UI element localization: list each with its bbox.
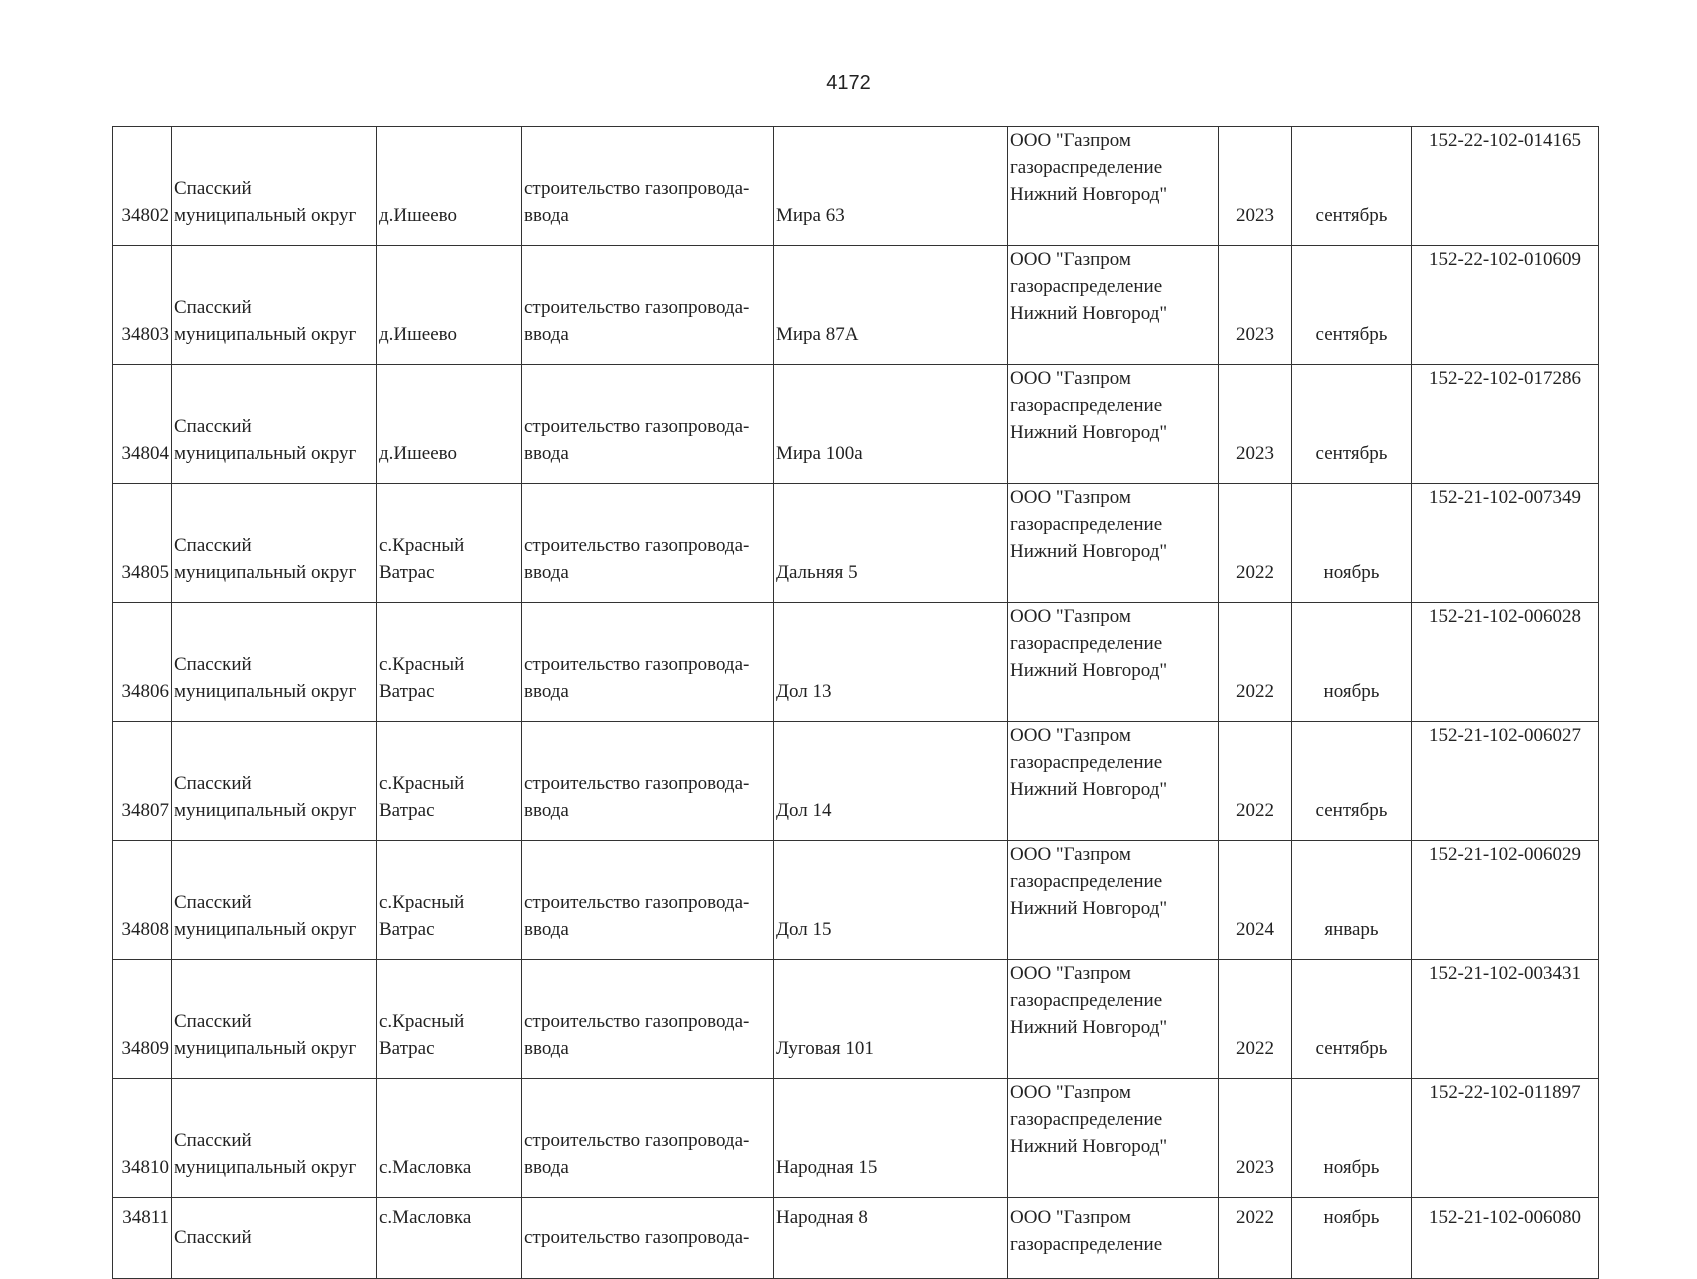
district-cell-line: муниципальный округ (174, 800, 357, 821)
work-type-cell-line: строительство газопровода- (524, 1011, 750, 1032)
work-type-cell-line: ввода (524, 1157, 569, 1178)
work-type-cell-line: строительство газопровода- (524, 654, 750, 675)
code-cell: 152-22-102-011897 (1412, 1079, 1599, 1198)
district-cell (172, 127, 377, 246)
locality-cell (377, 484, 522, 603)
code-cell: 152-21-102-006029 (1412, 841, 1599, 960)
work-type-cell-line: строительство газопровода- (524, 1130, 750, 1151)
work-type-cell (522, 841, 774, 960)
organization-cell-line: газораспределение (1010, 752, 1163, 773)
code-cell: 152-22-102-014165 (1412, 127, 1599, 246)
year-cell: 2022 (1219, 603, 1292, 722)
district-cell-line: Спасский (174, 297, 252, 318)
organization-cell-line: Нижний Новгород" (1010, 898, 1168, 919)
organization-cell-line: газораспределение (1010, 157, 1163, 178)
locality-cell (377, 722, 522, 841)
district-cell-line: муниципальный округ (174, 681, 357, 702)
record-number-cell: 34804 (113, 365, 172, 484)
district-cell (172, 1079, 377, 1198)
organization-cell-line: Нижний Новгород" (1010, 422, 1168, 443)
month-cell: сентябрь (1292, 960, 1412, 1079)
work-type-cell-line: строительство газопровода- (524, 178, 750, 199)
locality-cell-line: д.Ишеево (379, 443, 457, 464)
locality-cell-line: Ватрас (379, 562, 435, 583)
table-row (113, 484, 1599, 603)
organization-cell-line: Нижний Новгород" (1010, 1017, 1168, 1038)
table-row (113, 246, 1599, 365)
month-cell: январь (1292, 841, 1412, 960)
organization-cell-line: ООО "Газпром (1010, 487, 1131, 508)
organization-cell-line: Нижний Новгород" (1010, 541, 1168, 562)
district-cell-line: муниципальный округ (174, 443, 357, 464)
month-cell: ноябрь (1292, 1198, 1412, 1279)
month-cell: сентябрь (1292, 722, 1412, 841)
year-cell: 2023 (1219, 246, 1292, 365)
table-row (113, 1079, 1599, 1198)
month-cell: сентябрь (1292, 365, 1412, 484)
district-cell-line: муниципальный округ (174, 562, 357, 583)
organization-cell (1008, 960, 1219, 1079)
record-number-cell: 34803 (113, 246, 172, 365)
locality-cell-line: Ватрас (379, 800, 435, 821)
organization-cell-line: ООО "Газпром (1010, 725, 1131, 746)
address-cell: Дол 14 (774, 722, 1008, 841)
table-row (113, 722, 1599, 841)
locality-cell-line: с.Красный (379, 1011, 465, 1032)
work-type-cell (522, 246, 774, 365)
locality-cell (377, 960, 522, 1079)
address-cell: Дол 15 (774, 841, 1008, 960)
table-row (113, 960, 1599, 1079)
organization-cell (1008, 127, 1219, 246)
locality-cell (377, 127, 522, 246)
work-type-cell (522, 127, 774, 246)
registry-body (113, 127, 1599, 1279)
record-number-cell: 34805 (113, 484, 172, 603)
year-cell: 2022 (1219, 484, 1292, 603)
locality-cell (377, 365, 522, 484)
address-cell: Народная 15 (774, 1079, 1008, 1198)
locality-cell (377, 603, 522, 722)
table-row (113, 841, 1599, 960)
district-cell (172, 841, 377, 960)
table-row (113, 127, 1599, 246)
year-cell: 2023 (1219, 1079, 1292, 1198)
district-cell-line: Спасский (174, 178, 252, 199)
district-cell (172, 1198, 377, 1279)
month-cell: ноябрь (1292, 603, 1412, 722)
district-cell-line: Спасский (174, 654, 252, 675)
work-type-cell-line: строительство газопровода- (524, 416, 750, 437)
organization-cell-line: ООО "Газпром (1010, 130, 1131, 151)
locality-cell-line: с.Масловка (379, 1207, 472, 1228)
year-cell: 2022 (1219, 722, 1292, 841)
locality-cell-line: с.Масловка (379, 1157, 472, 1178)
year-cell: 2022 (1219, 1198, 1292, 1279)
organization-cell-line: Нижний Новгород" (1010, 1136, 1168, 1157)
district-cell-line: муниципальный округ (174, 205, 357, 226)
organization-cell (1008, 484, 1219, 603)
organization-cell-line: газораспределение (1010, 514, 1163, 535)
organization-cell (1008, 722, 1219, 841)
organization-cell-line: газораспределение (1010, 395, 1163, 416)
code-cell: 152-21-102-007349 (1412, 484, 1599, 603)
code-cell: 152-22-102-010609 (1412, 246, 1599, 365)
organization-cell-line: ООО "Газпром (1010, 1207, 1131, 1228)
address-cell: Дол 13 (774, 603, 1008, 722)
work-type-cell-line: строительство газопровода- (524, 535, 750, 556)
code-cell: 152-21-102-006027 (1412, 722, 1599, 841)
district-cell (172, 484, 377, 603)
organization-cell-line: газораспределение (1010, 276, 1163, 297)
district-cell-line: Спасский (174, 892, 252, 913)
month-cell: сентябрь (1292, 127, 1412, 246)
organization-cell-line: газораспределение (1010, 1109, 1163, 1130)
month-cell: сентябрь (1292, 246, 1412, 365)
locality-cell-line: Ватрас (379, 1038, 435, 1059)
gasification-registry-table (112, 126, 1599, 1279)
organization-cell-line: ООО "Газпром (1010, 844, 1131, 865)
table-row (113, 1198, 1599, 1279)
year-cell: 2023 (1219, 127, 1292, 246)
address-cell: Мира 87А (774, 246, 1008, 365)
organization-cell-line: газораспределение (1010, 871, 1163, 892)
record-number-cell: 34807 (113, 722, 172, 841)
district-cell-line: Спасский (174, 1227, 252, 1248)
month-cell: ноябрь (1292, 484, 1412, 603)
record-number-cell: 34811 (113, 1198, 172, 1279)
locality-cell (377, 246, 522, 365)
work-type-cell-line: ввода (524, 681, 569, 702)
organization-cell (1008, 603, 1219, 722)
work-type-cell-line: ввода (524, 324, 569, 345)
district-cell-line: Спасский (174, 773, 252, 794)
work-type-cell-line: ввода (524, 1038, 569, 1059)
address-cell: Народная 8 (774, 1198, 1008, 1279)
district-cell (172, 603, 377, 722)
district-cell-line: муниципальный округ (174, 324, 357, 345)
year-cell: 2023 (1219, 365, 1292, 484)
address-cell: Мира 63 (774, 127, 1008, 246)
district-cell-line: Спасский (174, 416, 252, 437)
district-cell-line: муниципальный округ (174, 1157, 357, 1178)
organization-cell-line: Нижний Новгород" (1010, 779, 1168, 800)
organization-cell (1008, 841, 1219, 960)
work-type-cell (522, 960, 774, 1079)
organization-cell-line: ООО "Газпром (1010, 249, 1131, 270)
work-type-cell-line: ввода (524, 919, 569, 940)
district-cell-line: Спасский (174, 1130, 252, 1151)
work-type-cell (522, 1079, 774, 1198)
organization-cell-line: ООО "Газпром (1010, 1082, 1131, 1103)
work-type-cell (522, 1198, 774, 1279)
year-cell: 2022 (1219, 960, 1292, 1079)
organization-cell-line: Нижний Новгород" (1010, 303, 1168, 324)
organization-cell-line: газораспределение (1010, 1234, 1163, 1255)
locality-cell (377, 1079, 522, 1198)
work-type-cell (522, 484, 774, 603)
locality-cell (377, 1198, 522, 1279)
district-cell-line: муниципальный округ (174, 919, 357, 940)
locality-cell-line: с.Красный (379, 654, 465, 675)
work-type-cell-line: ввода (524, 800, 569, 821)
organization-cell-line: газораспределение (1010, 990, 1163, 1011)
organization-cell-line: ООО "Газпром (1010, 606, 1131, 627)
record-number-cell: 34809 (113, 960, 172, 1079)
district-cell-line: муниципальный округ (174, 1038, 357, 1059)
code-cell: 152-21-102-006028 (1412, 603, 1599, 722)
district-cell-line: Спасский (174, 1011, 252, 1032)
record-number-cell: 34806 (113, 603, 172, 722)
organization-cell-line: газораспределение (1010, 633, 1163, 654)
work-type-cell (522, 603, 774, 722)
work-type-cell (522, 722, 774, 841)
work-type-cell-line: строительство газопровода- (524, 1227, 750, 1248)
locality-cell (377, 841, 522, 960)
work-type-cell-line: строительство газопровода- (524, 297, 750, 318)
district-cell (172, 365, 377, 484)
organization-cell (1008, 365, 1219, 484)
address-cell: Мира 100а (774, 365, 1008, 484)
code-cell: 152-22-102-017286 (1412, 365, 1599, 484)
table-row (113, 603, 1599, 722)
organization-cell-line: Нижний Новгород" (1010, 660, 1168, 681)
record-number-cell: 34802 (113, 127, 172, 246)
address-cell: Дальняя 5 (774, 484, 1008, 603)
work-type-cell-line: ввода (524, 443, 569, 464)
organization-cell-line: ООО "Газпром (1010, 368, 1131, 389)
district-cell-line: Спасский (174, 535, 252, 556)
locality-cell-line: с.Красный (379, 535, 465, 556)
record-number-cell: 34810 (113, 1079, 172, 1198)
table-row (113, 365, 1599, 484)
code-cell: 152-21-102-006080 (1412, 1198, 1599, 1279)
district-cell (172, 960, 377, 1079)
month-cell: ноябрь (1292, 1079, 1412, 1198)
locality-cell-line: Ватрас (379, 681, 435, 702)
district-cell (172, 722, 377, 841)
work-type-cell-line: ввода (524, 205, 569, 226)
organization-cell (1008, 246, 1219, 365)
district-cell (172, 246, 377, 365)
work-type-cell-line: ввода (524, 562, 569, 583)
locality-cell-line: д.Ишеево (379, 324, 457, 345)
organization-cell (1008, 1079, 1219, 1198)
record-number-cell: 34808 (113, 841, 172, 960)
locality-cell-line: Ватрас (379, 919, 435, 940)
organization-cell-line: Нижний Новгород" (1010, 184, 1168, 205)
work-type-cell-line: строительство газопровода- (524, 892, 750, 913)
work-type-cell (522, 365, 774, 484)
year-cell: 2024 (1219, 841, 1292, 960)
locality-cell-line: д.Ишеево (379, 205, 457, 226)
locality-cell-line: с.Красный (379, 892, 465, 913)
code-cell: 152-21-102-003431 (1412, 960, 1599, 1079)
organization-cell-line: ООО "Газпром (1010, 963, 1131, 984)
locality-cell-line: с.Красный (379, 773, 465, 794)
address-cell: Луговая 101 (774, 960, 1008, 1079)
page-number: 4172 (826, 72, 871, 94)
organization-cell (1008, 1198, 1219, 1279)
work-type-cell-line: строительство газопровода- (524, 773, 750, 794)
